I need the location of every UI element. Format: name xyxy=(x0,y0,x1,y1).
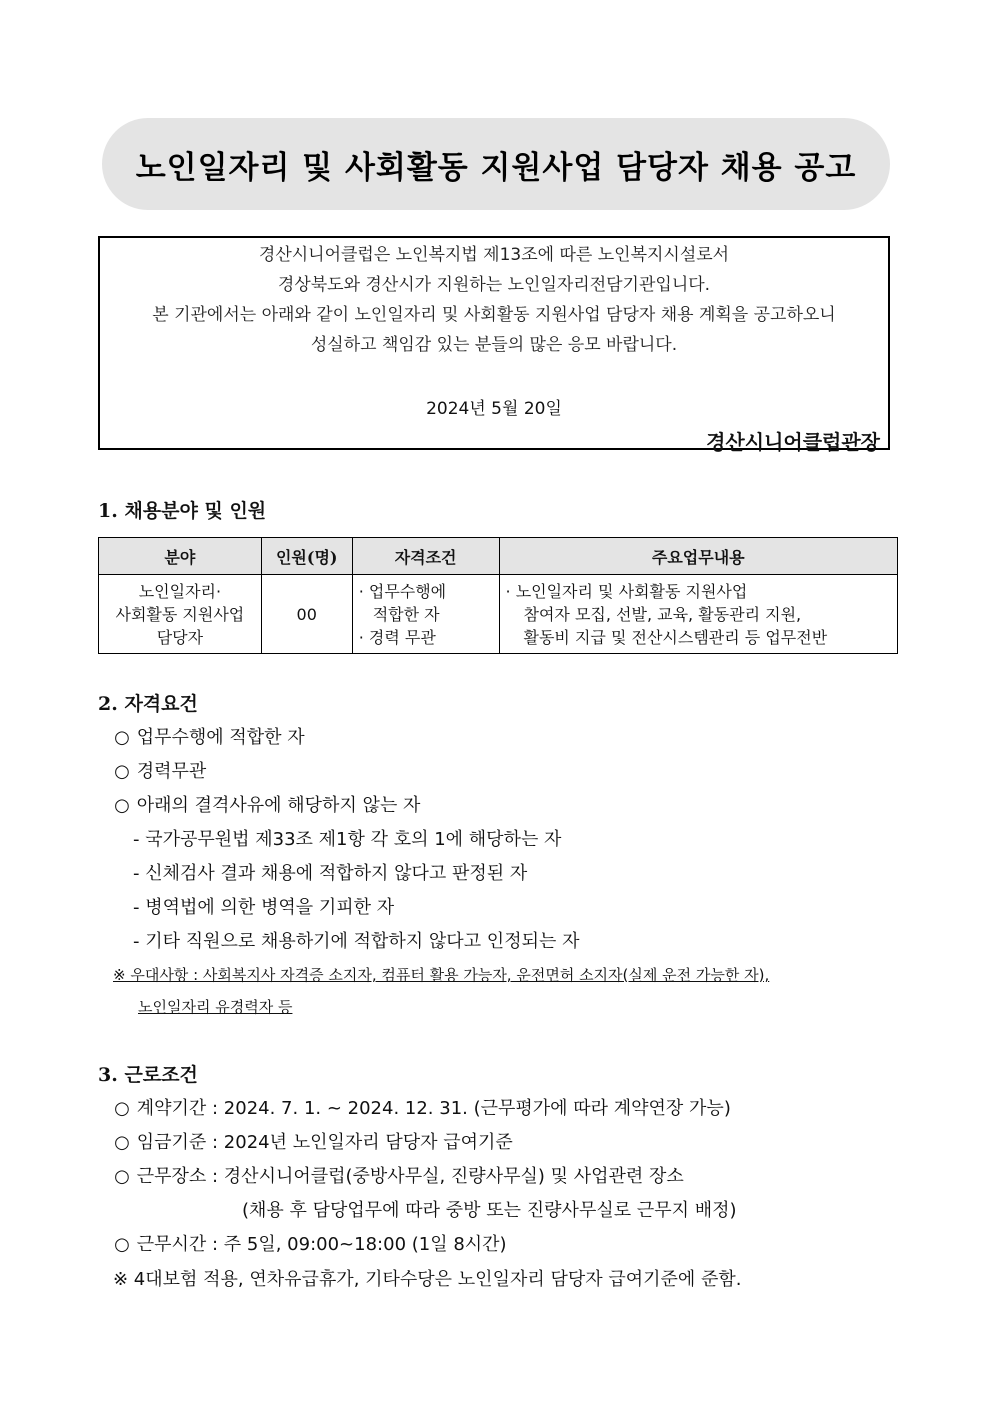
condition-text: 계약기간 : 2024. 7. 1. ~ 2024. 12. 31. (근무평가에 따라 계약연장 가능) xyxy=(136,1098,731,1119)
requirement-text: 업무수행에 적합한 자 xyxy=(136,727,305,748)
circle-bullet-icon: ○ xyxy=(114,727,130,748)
qualification-line: · 경력 무관 xyxy=(358,627,436,647)
notice-line: 경산시니어클럽은 노인복지법 제13조에 따른 노인복지시설로서 xyxy=(258,245,730,265)
circle-bullet-icon: ○ xyxy=(114,1166,130,1187)
notice-line: 본 기관에서는 아래와 같이 노인일자리 및 사회활동 지원사업 담당자 채용 계획을 공고하오니 xyxy=(152,305,836,325)
notice-line: 성실하고 책임감 있는 분들의 많은 응모 바랍니다. xyxy=(310,335,678,355)
requirement-text: 아래의 결격사유에 해당하지 않는 자 xyxy=(136,795,421,816)
field-line: 사회활동 지원사업 xyxy=(115,604,245,624)
preference-note: 노인일자리 유경력자 등 xyxy=(138,998,293,1016)
qualification-cell xyxy=(352,575,499,654)
disqualification-item: - 기타 직원으로 채용하기에 적합하지 않다고 인정되는 자 xyxy=(133,931,580,952)
section-heading: 2. 자격요건 xyxy=(98,693,198,715)
condition-item xyxy=(113,1162,684,1188)
footer-note: ※ 4대보험 적용, 연차유급휴가, 기타수당은 노인일자리 담당자 급여기준에 준함. xyxy=(113,1269,742,1290)
duties-cell xyxy=(499,575,897,654)
duties-line: · 노인일자리 및 사회활동 지원사업 xyxy=(505,581,748,601)
section-heading: 1. 채용분야 및 인원 xyxy=(98,500,267,522)
notice-line: 경상북도와 경산시가 지원하는 노인일자리전담기관입니다. xyxy=(277,275,711,295)
qualification-line: · 업무수행에 xyxy=(358,581,447,601)
title-banner xyxy=(102,118,890,210)
disqualification-item: - 병역법에 의한 병역을 기피한 자 xyxy=(133,897,395,918)
count-cell: 00 xyxy=(261,575,352,654)
table-row xyxy=(99,575,898,654)
circle-bullet-icon: ○ xyxy=(114,761,130,782)
field-line: 노인일자리· xyxy=(138,581,222,601)
requirement-item xyxy=(113,757,206,783)
workplace-note: (채용 후 담당업무에 따라 중방 또는 진량사무실로 근무지 배정) xyxy=(242,1200,737,1221)
disqualification-item: - 신체검사 결과 채용에 적합하지 않다고 판정된 자 xyxy=(133,863,528,884)
table-header: 인원(명) xyxy=(261,538,352,575)
table-header: 분야 xyxy=(99,538,262,575)
requirement-text: 경력무관 xyxy=(136,761,207,782)
field-line: 담당자 xyxy=(156,627,204,647)
field-cell xyxy=(99,575,262,654)
circle-bullet-icon: ○ xyxy=(114,1234,130,1255)
table-header: 자격조건 xyxy=(352,538,499,575)
circle-bullet-icon: ○ xyxy=(114,795,130,816)
condition-item xyxy=(113,1230,507,1256)
circle-bullet-icon: ○ xyxy=(114,1098,130,1119)
section-heading: 3. 근로조건 xyxy=(98,1064,198,1086)
condition-item xyxy=(113,1128,513,1154)
recruitment-table xyxy=(98,537,898,654)
table-header: 주요업무내용 xyxy=(499,538,897,575)
qualification-line: 적합한 자 xyxy=(372,604,440,624)
requirement-item xyxy=(113,723,305,749)
notice-signer: 경산시니어클럽관장 xyxy=(706,430,880,454)
requirement-item xyxy=(113,791,420,817)
condition-text: 근무시간 : 주 5일, 09:00~18:00 (1일 8시간) xyxy=(136,1234,507,1255)
notice-box xyxy=(98,236,890,454)
disqualification-item: - 국가공무원법 제33조 제1항 각 호의 1에 해당하는 자 xyxy=(133,829,562,850)
condition-item xyxy=(113,1094,731,1120)
notice-date: 2024년 5월 20일 xyxy=(426,399,562,419)
preference-note: ※ 우대사항 : 사회복지사 자격증 소지자, 컴퓨터 활용 가능자, 운전면허 소지자(실제 운전 가능한 자), xyxy=(113,966,770,984)
duties-line: 참여자 모집, 선발, 교육, 활동관리 지원, xyxy=(523,604,802,624)
duties-line: 활동비 지급 및 전산시스템관리 등 업무전반 xyxy=(523,627,828,647)
condition-text: 임금기준 : 2024년 노인일자리 담당자 급여기준 xyxy=(136,1132,513,1153)
table-header-row xyxy=(99,538,898,575)
page-title: 노인일자리 및 사회활동 지원사업 담당자 채용 공고 xyxy=(135,149,857,186)
circle-bullet-icon: ○ xyxy=(114,1132,130,1153)
condition-text: 근무장소 : 경산시니어클럽(중방사무실, 진량사무실) 및 사업관련 장소 xyxy=(136,1166,684,1187)
